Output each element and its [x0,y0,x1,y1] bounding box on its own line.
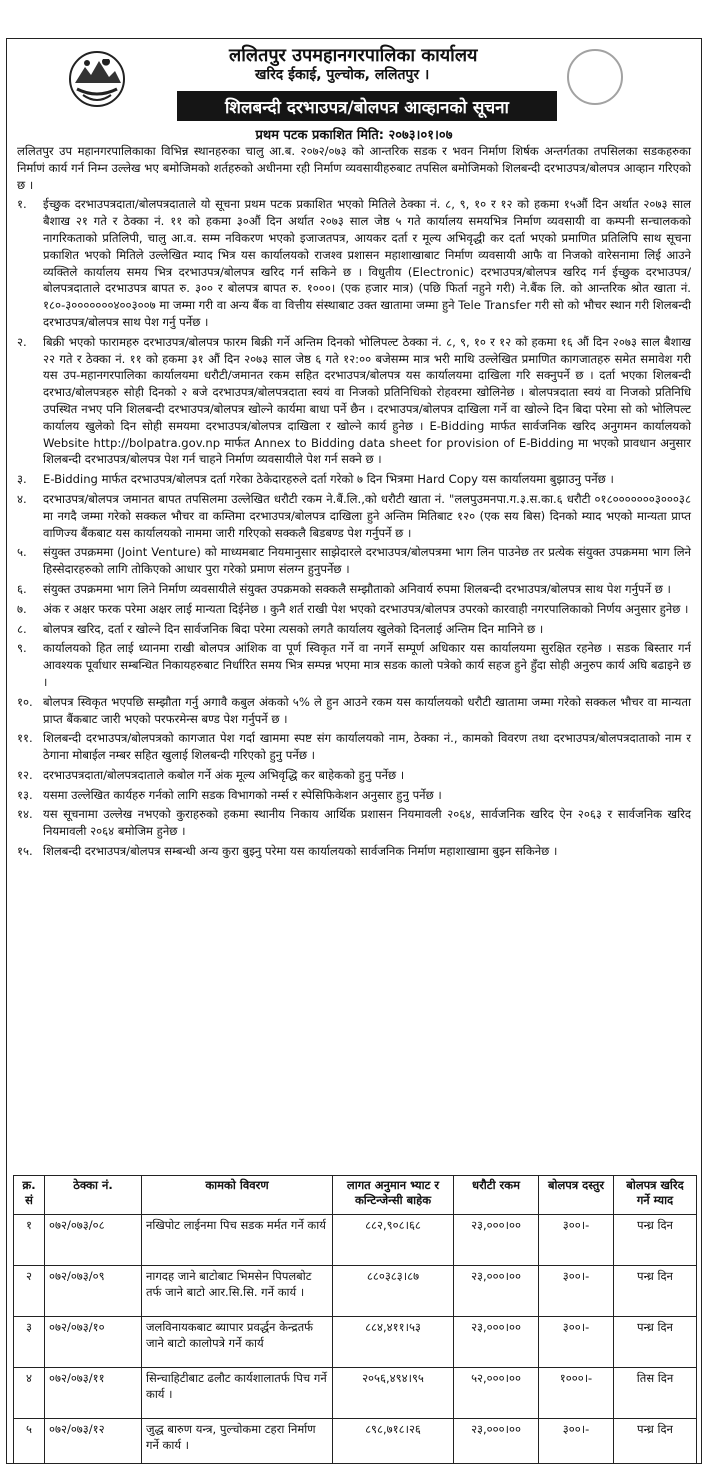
item-text: शिलबन्दी दरभाउपत्र/बोलपत्रको कागजात पेश गर्दा खाममा स्पष्ट संग कार्यालयको नाम, ठेक्का नं., कामको विवरण तथा दरभाउपत्र/बोलपत्रदाताको नाम र ठेगाना मोबाईल नम्बर सहित खुलाई शिलबन्दी गरिएको हुनु पर्नेछ । [43,731,691,763]
cell-cost-estimate: ८८४,४११।५३ [333,1317,454,1368]
cell-cost-estimate: ८८०३८३।८७ [333,1266,454,1317]
cell-cost-estimate: ८८२,९०८।६८ [333,1215,454,1266]
conditions-list [7,196,701,859]
table-header-row [14,1176,697,1215]
list-item [17,196,691,330]
item-text: यसमा उल्लेखित कार्यहरु गर्नको लागि सडक विभागको नर्म्स र स्पेसिफिकेशन अनुसार हुनु पर्नेछ । [43,787,442,802]
item-text: E-Bidding मार्फत दरभाउपत्र/बोलपत्र दर्ता गरेका ठेकेदारहरुले दर्ता गरेको ७ दिन भित्रमा Hard Copy यस कार्यालयमा बुझाउनु पर्नेछ । [43,472,614,487]
table-row [14,1368,697,1419]
cell-deposit: २३,०००।०० [454,1266,539,1317]
list-item [17,471,691,488]
table-row [14,1266,697,1317]
cell-fee: ३००।- [539,1215,614,1266]
list-item [17,730,691,764]
column-header: कामको विवरण [142,1176,333,1215]
table-row [14,1419,697,1465]
column-header: लागत अनुमान भ्याट र कन्टिन्जेन्सी बाहेक [333,1176,454,1215]
notice-page [6,38,702,1464]
office-address: खरिद ईकाई, पुल्चोक, ललितपुर । [255,67,430,83]
item-number: ३. [17,472,27,487]
cell-fee: ३००।- [539,1419,614,1465]
item-number: ५. [17,545,27,560]
cell-serial: ३ [14,1317,45,1368]
contracts-table [13,1175,697,1464]
cell-serial: २ [14,1266,45,1317]
list-item [17,491,691,541]
cell-description: जलविनायकबाट ब्यापार प्रवर्द्धन केन्द्रतर्फ जाने बाटो कालोपत्रे गर्ने कार्य [142,1317,333,1368]
item-number: ४. [17,491,27,506]
item-text: बिक्री भएको फारामहरु दरभाउपत्र/बोलपत्र फारम बिक्री गर्ने अन्तिम दिनको भोलिपल्ट ठेक्का नं. ८, ९, १० र १२ को हकमा १६ औं दिन २०७३ साल बैशाख २२ गते र ठेक्का नं. ११ को हकमा ३१ औं दिन २०७३ साल जेष्ठ ६ गते १२:०० बजेसम्म मात्र भरी माथि उल्लेखित प्रमाणित कागजातहरु समेत समावेश गरी यस उप-महानगरपालिका कार्यालयमा धरौटी/जमानत रकम सहित दरभाउपत्र/बोलपत्र यस कार्यालयमा दाखिला गरि सक्नुपर्ने छ । दर्ता भएका शिलबन्दी दरभाउ/बोलपत्रहरु सोही दिनको २ बजे दरभाउपत्र/बोलपत्रदाता स्वयं वा निजको प्रतिनिधिको रोहवरमा खोलिनेछ । बोलपत्रदाता स्वयं वा निजको प्रतिनिधि उपस्थित नभए पनि शिलबन्दी दरभाउपत्र/बोलपत्र खोल्ने कार्यमा बाधा पर्ने छैन । दरभाउपत्र/बोलपत्र दाखिला गर्ने वा खोल्ने दिन बिदा परेमा सो को भोलिपल्ट कार्यालय खुलेको दिन सोही समयमा दरभाउपत्र/बोलपत्र दाखिला र खोल्ने कार्य हुनेछ । E-Bidding मार्फत सार्वजनिक खरिद अनुगमन कार्यालयको Website http://bolpatra.gov.np मार्फत Annex to Bidding data sheet for provision of E-Bidding मा भएको प्रावधान अनुसार शिलबन्दी दरभाउपत्र/बोलपत्र पेश गर्न चाहने निर्माण व्यवसायीले पेश गर्न सक्ने छ । [43,334,691,467]
cell-cost-estimate: २०५६,४९४।९५ [333,1368,454,1419]
item-text: दरभाउपत्र/बोलपत्र जमानत बापत तपसिलमा उल्लेखित धरौटी रकम ने.बैं.लि.,को धरौटी खाता नं. "ललपुउमनपा.ग.३.स.का.६ धरौटी ०१८०००००००३०००३८ मा नगदै जम्मा गरेको सक्कल भौचर वा कम्तिमा दरभाउपत्र/बोलपत्र दाखिला हुने अन्तिम मितिबाट १२० (एक सय बिस) दिनको म्याद भएको मान्यता प्राप्त वाणिज्य बैंकबाट यस कार्यालयको नाममा जारी गरिएको सक्कलै बिडबण्ड पेश गर्नुपर्ने छ । [43,491,691,540]
cell-contract-no: ०७२/०७३/११ [45,1368,142,1419]
cell-cost-estimate: ८९८,७१८।२६ [333,1419,454,1465]
item-text: ईच्छुक दरभाउपत्रदाता/बोलपत्रदाताले यो सूचना प्रथम पटक प्रकाशित भएको मितिले ठेक्का नं. ८, ९, १० र १२ को हकमा १५औं दिन अर्थात २०७३ साल बैशाख २१ गते र ठेक्का नं. ११ को हकमा ३०औं दिन अर्थात २०७३ साल जेष्ठ ५ गते कार्यालय समयभित्र निर्माण व्यवसायी वा कम्पनी सन्चालकको नागरिकताको प्रतिलिपी, चालु आ.व. सम्म नविकरण भएको इजाजतपत्र, आयकर दर्ता र मूल्य अभिवृद्धी कर दर्ता भएको प्रमाणित प्रतिलिपि साथ सूचना प्रकाशित भएको मितिले उल्लेखित म्याद भित्र यस कार्यालयको राजश्व प्रशासन महाशाखाबाट निर्माण व्यवसायी आफै वा निजको वारेसनामा लिई आउने व्यक्तिले कार्यालय समय भित्र दरभाउपत्र/बोलपत्र खरिद गर्न सकिने छ । विधुतीय (Electronic) दरभाउपत्र/बोलपत्र खरिद गर्न ईच्छुक दरभाउपत्र/बोलपत्रदाताले दरभाउपत्र बापत रु. ३०० र बोलपत्र बापत रु. १०००। (एक हजार मात्र) (पछि फिर्ता नहुने गरी) ने.बैंक लि. को आन्तरिक श्रोत खाता नं. १८०-३०००००००४००३००७ मा जम्मा गरी वा अन्य बैंक वा वित्तीय संस्थाबाट उक्त खातामा जम्मा हुने Tele Transfer गरी सो को भौचर स्थान गरी शिलबन्दी दरभाउपत्र/बोलपत्र साथ पेश गर्नु पर्नेछ । [43,197,691,329]
cell-fee: ३००।- [539,1317,614,1368]
cell-serial: १ [14,1215,45,1266]
cell-serial: ४ [14,1368,45,1419]
notice-header [7,39,701,143]
cell-deposit: २३,०००।०० [454,1317,539,1368]
list-item [17,544,691,578]
column-header: बोलपत्र दस्तुर [539,1176,614,1215]
item-number: २. [17,334,27,349]
intro-paragraph: ललितपुर उप महानगरपालिकाका विभिन्न स्थानहरुका चालु आ.ब. २०७२/०७३ को आन्तरिक सडक र भवन निर्माण शिर्षक अन्तर्गतका तपसिलका सडकहरुका निर्माणं कार्य गर्न निम्न उल्लेख भए बमोजिमको शर्तहरुको अधीनमा रही निर्माण व्यवसायीहरुबाट तपसिल बमोजिमको शिलबन्दी दरभाउपत्र/बोलपत्र आव्हान गरिएको छ । [17,144,691,192]
item-number: ११. [17,731,33,746]
cell-description: जुद्ध बारुण यन्त्र, पुल्चोकमा टहरा निर्माण गर्ने कार्य । [142,1419,333,1465]
item-number: १२. [17,767,33,782]
table-row [14,1215,697,1266]
item-number: ६. [17,581,27,596]
cell-deposit: २३,०००।०० [454,1419,539,1465]
list-item [17,787,691,804]
cell-contract-no: ०७२/०७३/०९ [45,1266,142,1317]
list-item [17,694,691,728]
item-text: कार्यालयको हित लाई ध्यानमा राखी बोलपत्र आंशिक वा पूर्ण स्विकृत गर्ने वा नगर्ने सम्पूर्ण अधिकार यस कार्यालयमा सुरक्षित रहनेछ । सडक बिस्तार गर्न आवश्यक पूर्वाधार सम्बन्धित निकायहरुबाट निर्धारित समय भित्र सम्पन्न भएमा मात्र सडक कालो पत्रेको कार्य सहज हुने हुँदा सोही अनुरुप कार्य अघि बढाइने छ । [43,641,691,689]
cell-fee: ३००।- [539,1266,614,1317]
cell-fee: १०००।- [539,1368,614,1419]
column-header: क्र. सं [14,1176,45,1215]
item-number: १५. [17,844,33,859]
list-item [17,843,691,860]
cell-description: नागदह जाने बाटोबाट भिमसेन पिपलबोट तर्फ जाने बाटो आर.सि.सि. गर्ने कार्य । [142,1266,333,1317]
column-header: धरौटी रकम [454,1176,539,1215]
cell-description: नखिपोट लाईनमा पिच सडक मर्मत गर्ने कार्य [142,1215,333,1266]
item-number: १. [17,197,27,212]
cell-description: सिन्चाहिटीबाट ढलौट कार्यशालातर्फ पिच गर्ने कार्य । [142,1368,333,1419]
item-text: संयुक्त उपक्रममा (Joint Venture) को माध्यमबाट नियमानुसार साझेदारले दरभाउपत्र/बोलपत्रमा भाग लिन पाउनेछ तर प्रत्येक संयुक्त उपक्रममा भाग लिने हिस्सेदारहरुको लागि तोकिएको आधार पुरा गरेको प्रमाण संलग्न हुनुपर्नेछ । [43,545,691,577]
list-item [17,334,691,468]
list-item [17,581,691,598]
item-number: ७. [17,601,27,616]
item-text: यस सूचनामा उल्लेख नभएको कुराहरुको हकमा स्थानीय निकाय आर्थिक प्रशासन नियमावली २०६४, सार्वजनिक खरिद ऐन २०६३ र सार्वजनिक खरिद नियमावली २०६४ बमोजिम हुनेछ । [43,807,691,839]
government-emblem [63,49,131,111]
item-text: शिलबन्दी दरभाउपत्र/बोलपत्र सम्बन्धी अन्य कुरा बुझ्नु परेमा यस कार्यालयको सार्वजनिक निर्माण महाशाखामा बुझ्न सकिनेछ । [43,844,558,859]
item-number: ८. [17,621,27,636]
item-text: संयुक्त उपक्रममा भाग लिने निर्माण व्यवसायीले संयुक्त उपक्रमको सक्कलै सम्झौताको अनिवार्य रुपमा शिलबन्दी दरभाउपत्र/बोलपत्र साथ पेश गर्नुपर्ने छ । [43,581,671,596]
official-stamp [567,49,623,105]
list-item [17,806,691,840]
list-item [17,640,691,690]
office-title: ललितपुर उपमहानगरपालिका कार्यालय [229,45,478,66]
cell-deadline: पन्ध्र दिन [614,1215,697,1266]
column-header: ठेक्का नं. [45,1176,142,1215]
item-text: दरभाउपत्रदाता/बोलपत्रदाताले कबोल गर्ने अंक मूल्य अभिवृद्धि कर बाहेकको हुनु पर्नेछ । [43,767,405,782]
list-item [17,601,691,618]
list-item [17,621,691,638]
cell-contract-no: ०७२/०७३/०८ [45,1215,142,1266]
list-item [17,767,691,784]
item-number: १०. [17,694,33,709]
cell-contract-no: ०७२/०७३/१० [45,1317,142,1368]
published-date: प्रथम पटक प्रकाशित मिति: २०७३।०१।०७ [255,128,453,143]
item-text: बोलपत्र खरिद, दर्ता र खोल्ने दिन सार्वजनिक बिदा परेमा त्यसको लगतै कार्यालय खुलेको दिनलाई अन्तिम दिन मानिने छ । [43,621,544,636]
item-text: अंक र अक्षर फरक परेमा अक्षर लाई मान्यता दिईनेछ । कुनै शर्त राखी पेश भएको दरभाउपत्र/बोलपत्र उपरको कारवाही नगरपालिकाको निर्णय अनुसार हुनेछ । [43,601,689,616]
column-header: बोलपत्र खरिद गर्ने म्याद [614,1176,697,1215]
item-number: ९. [17,641,27,656]
item-text: बोलपत्र स्विकृत भएपछि सम्झौता गर्नु अगावै कबुल अंकको ५% ले हुन आउने रकम यस कार्यालयको धरौटी खातामा जम्मा गरेको सक्कल भौचर वा मान्यता प्राप्त बैंकबाट जारी भएको परफरमेन्स बण्ड पेश गर्नुपर्ने छ । [43,694,691,726]
cell-deposit: २३,०००।०० [454,1215,539,1266]
cell-deposit: ५२,०००।०० [454,1368,539,1419]
cell-deadline: पन्ध्र दिन [614,1419,697,1465]
table-row [14,1317,697,1368]
cell-deadline: पन्ध्र दिन [614,1317,697,1368]
cell-contract-no: ०७२/०७३/१२ [45,1419,142,1465]
item-number: १३. [17,787,33,802]
cell-serial: ५ [14,1419,45,1465]
notice-banner: शिलबन्दी दरभाउपत्र/बोलपत्र आव्हानको सूचना [177,91,557,121]
cell-deadline: पन्ध्र दिन [614,1266,697,1317]
item-number: १४. [17,807,33,822]
cell-deadline: तिस दिन [614,1368,697,1419]
